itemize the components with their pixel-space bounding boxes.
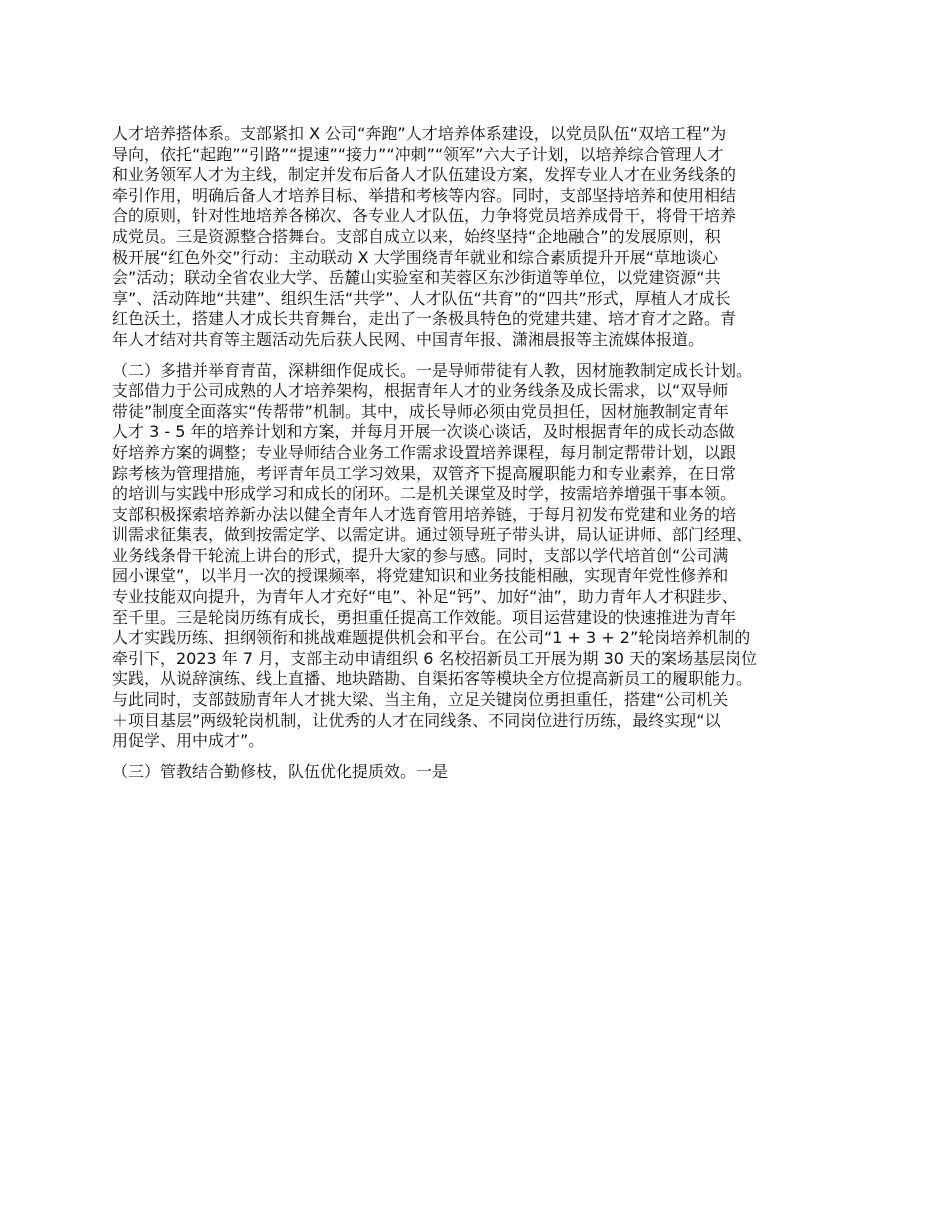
text-line: 成党员。三是资源整合搭舞台。支部自成立以来，始终坚持“企地融合”的发展原则，积: [112, 226, 721, 246]
paragraph-section-two: [112, 361, 852, 752]
text-line: 人才培养搭体系。支部紧扣 X 公司“奔跑”人才培养体系建设，以党员队伍“双培工程”为: [112, 124, 727, 143]
text-line: 牵引作用，明确后备人才培养目标、举措和考核等内容。同时，支部坚持培养和使用相结: [112, 185, 737, 205]
text-line: 牵引下，2023 年 7 月，支部主动申请组织 6 名校招新员工开展为期 30 天的案场基层岗位: [112, 648, 758, 668]
section-heading-line: （二）多措并举育青苗，深耕细作促成长。一是导师带徒有人教，因材施教制定成长计划。: [112, 360, 753, 380]
text-line: 的培训与实践中形成学习和成长的闭环。二是机关课堂及时学，按需培养增强干事本领。: [112, 484, 737, 504]
text-line: 导向，依托“起跑”“引路”“提速”“接力”“冲刺”“领军”六大子计划，以培养综合管理人才: [112, 144, 724, 164]
text-line: 踪考核为管理措施，考评青年员工学习效果，双管齐下提高履职能力和专业素养，在日常: [112, 463, 737, 483]
text-line: 实践，从说辞演练、线上直播、地块踏勘、自渠拓客等模块全方位提高新员工的履职能力。: [112, 669, 753, 689]
text-line: 训需求征集表，做到按需定学、以需定讲。通过领导班子带头讲，局认证讲师、部门经理、: [112, 525, 753, 545]
text-line: ＋项目基层”两级轮岗机制，让优秀的人才在同线条、不同岗位进行历练，最终实现“以: [112, 710, 721, 730]
paragraph-spacer: [112, 351, 852, 361]
text-line: 好培养方案的调整；专业导师结合业务工作需求设置培养课程，每月制定帮带计划，以跟: [112, 442, 737, 462]
text-line: 和业务领军人才为主线，制定并发布后备人才队伍建设方案，发挥专业人才在业务线条的: [112, 165, 737, 185]
text-line: 带徒”制度全面落实“传帮带”机制。其中，成长导师必须由党员担任，因材施教制定青年: [112, 401, 729, 421]
paragraph-talent-system: [112, 124, 852, 351]
section-heading-line: （三）管教结合勤修枝，队伍优化提质效。一是: [112, 761, 449, 781]
text-line: 合的原则，针对性地培养各梯次、各专业人才队伍，力争将党员培养成骨干，将骨干培养: [112, 206, 737, 226]
text-line: 用促学、用中成才”。: [112, 731, 265, 751]
paragraph-section-three: [112, 762, 852, 783]
text-line: 年人才结对共育等主题活动先后获人民网、中国青年报、潇湘晨报等主流媒体报道。: [112, 329, 705, 349]
document-page: [112, 124, 852, 782]
text-line: 业务线条骨干轮流上讲台的形式，提升大家的参与感。同时，支部以学代培首创“公司满: [112, 545, 729, 565]
text-line: 支部借力于公司成熟的人才培养架构，根据青年人才的业务线条及成长需求，以“双导师: [112, 381, 729, 401]
text-line: 人才实践历练、担纲领衔和挑战难题提供机会和平台。在公司“1 + 3 + 2”轮岗培养机制的: [112, 628, 751, 648]
text-line: 会”活动；联动全省农业大学、岳麓山实验室和芙蓉区东沙街道等单位，以党建资源“共: [112, 268, 721, 288]
text-line: 红色沃土，搭建人才成长共育舞台，走出了一条极具特色的党建共建、培才育才之路。青: [112, 309, 737, 329]
text-line: 支部积极探索培养新办法以健全青年人才选育管用培养链，于每月初发布党建和业务的培: [112, 504, 737, 524]
text-line: 专业技能双向提升，为青年人才充好“电”、补足“钙”、加好“油”，助力青年人才积跬步、: [112, 587, 738, 607]
text-line: 人才 3 - 5 年的培养计划和方案，并每月开展一次谈心谈话，及时根据青年的成长动态做: [112, 422, 735, 442]
text-line: 与此同时，支部鼓励青年人才挑大梁、当主角，立足关键岗位勇担重任，搭建“公司机关: [112, 690, 729, 710]
text-line: 享”、活动阵地“共建”、组织生活“共学”、人才队伍“共育”的“四共”形式，厚植人才成长: [112, 288, 731, 308]
text-line: 极开展“红色外交”行动：主动联动 X 大学围绕青年就业和综合素质提升开展“草地谈心: [112, 247, 719, 267]
paragraph-spacer: [112, 752, 852, 762]
text-line: 至千里。三是轮岗历练有成长，勇担重任提高工作效能。项目运营建设的快速推进为青年: [112, 607, 737, 627]
text-line: 园小课堂”，以半月一次的授课频率，将党建知识和业务技能相融，实现青年党性修养和: [112, 566, 729, 586]
